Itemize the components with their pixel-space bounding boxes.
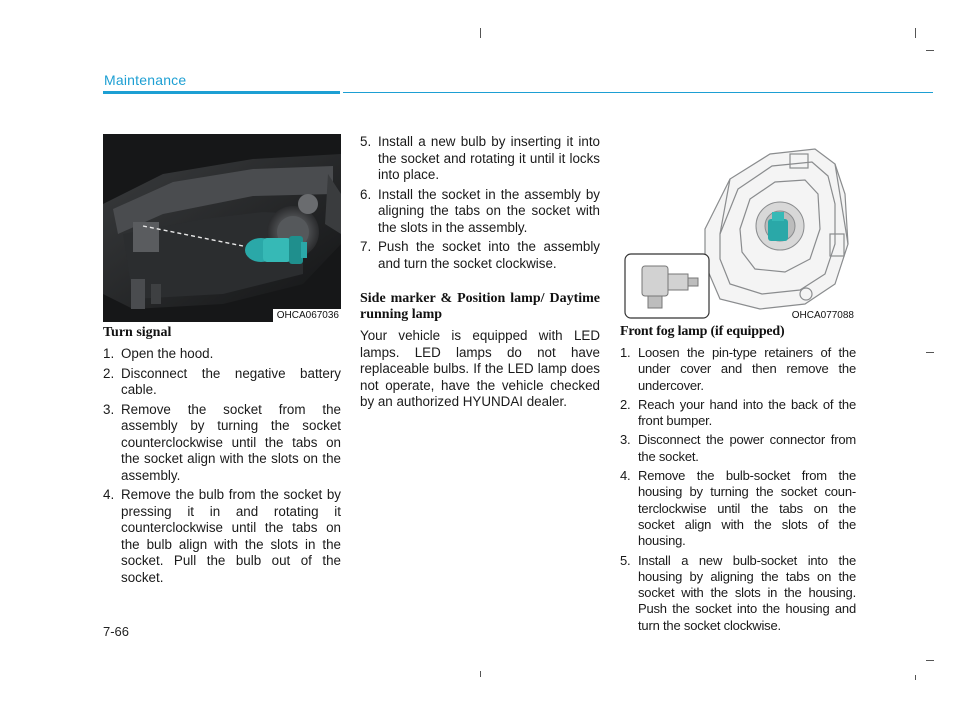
turn-signal-section xyxy=(103,325,341,589)
list-item: 4. Remove the bulb-socket from the housing by turning the socket coun-terclockwise until the tabs on the socket align with the slots of the housing. xyxy=(620,468,856,549)
fog-lamp-illustration xyxy=(620,134,856,322)
turn-signal-steps xyxy=(103,346,341,586)
list-item: 6. Install the socket in the assembly by aligning the tabs on the socket with the slots in the assembly. xyxy=(360,186,600,235)
list-item: 2. Disconnect the negative battery cable. xyxy=(103,365,341,397)
side-marker-heading: Side marker & Position lamp/ Daytime running lamp xyxy=(360,291,600,322)
crop-mark xyxy=(480,28,481,38)
turn-signal-figure xyxy=(103,134,341,322)
list-item: 7. Push the socket into the assembly and turn the socket clockwise. xyxy=(360,239,600,271)
headlamp-illustration xyxy=(103,134,341,322)
list-item: 3. Disconnect the power connector from the socket. xyxy=(620,432,856,464)
side-marker-text: Your vehicle is equipped with LED lamps. LED lamps do not have replaceable bulbs. If the LED lamp does not operate, have the vehicle checked by an authorized HYUNDAI dealer. xyxy=(360,328,600,409)
crop-mark xyxy=(915,28,916,38)
list-item: 1. Open the hood. xyxy=(103,346,214,361)
turn-signal-heading: Turn signal xyxy=(103,325,172,340)
fog-lamp-steps xyxy=(620,345,856,634)
list-item: 5. Install a new bulb by inserting it into the socket and rotating it until it locks into place. xyxy=(360,134,600,182)
fog-lamp-figure xyxy=(620,134,856,322)
middle-column xyxy=(360,134,600,411)
header-rule-thin xyxy=(343,92,933,93)
fog-lamp-section xyxy=(620,324,856,637)
crop-mark xyxy=(926,352,934,353)
figure-code: OHCA077088 xyxy=(788,309,856,322)
list-item: 4. Remove the bulb from the socket by pressing it in and rotating it counterclockwise until the tabs on the bulb align with the slots in the socket. Pull the bulb out of the socket. xyxy=(103,487,341,585)
list-item: 1. Loosen the pin-type retainers of the under cover and then remove the undercover. xyxy=(620,345,856,393)
crop-mark xyxy=(915,675,916,680)
header-rule-thick xyxy=(103,91,340,94)
section-title: Maintenance xyxy=(104,72,187,88)
list-item: 2. Reach your hand into the back of the front bumper. xyxy=(620,396,856,429)
turn-signal-steps-continued xyxy=(360,134,600,272)
crop-mark xyxy=(926,660,934,661)
spacer xyxy=(360,275,600,291)
figure-code: OHCA067036 xyxy=(273,309,341,322)
page-number: 7-66 xyxy=(103,624,130,639)
list-item: 3. Remove the socket from the assembly by turning the socket counterclockwise until the tabs on the socket align with the slots on the assembly. xyxy=(103,401,341,483)
crop-mark xyxy=(926,50,934,51)
crop-mark xyxy=(480,671,481,677)
list-item: 5. Install a new bulb-socket into the housing by aligning the tabs on the socket with the slots in the housing. Push the socket into the housing and turn the socket clockwise. xyxy=(620,552,856,633)
fog-lamp-heading: Front fog lamp (if equipped) xyxy=(620,324,785,339)
